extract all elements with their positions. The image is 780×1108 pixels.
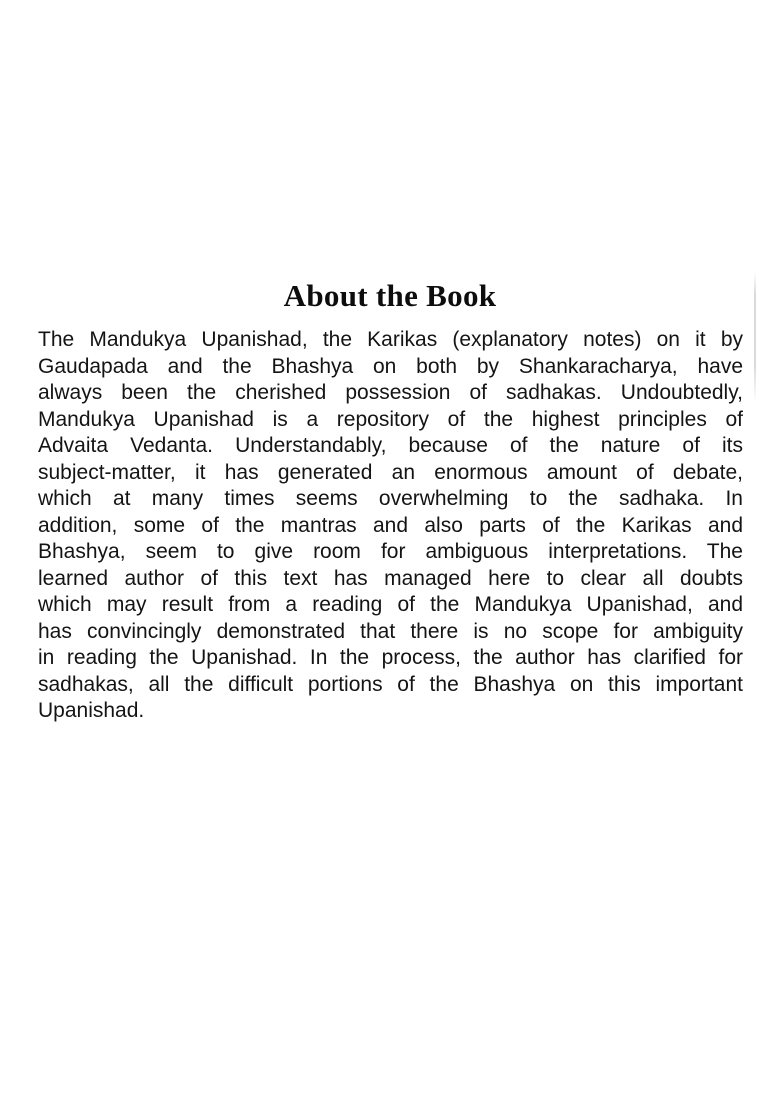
paragraph-line: sadhakas, all the difficult portions of the Bhashya on this important: [38, 672, 743, 696]
page-title: About the Book: [283, 278, 497, 313]
paragraph-line: learned author of this text has managed here to clear all doubts: [38, 566, 743, 590]
paragraph-line: subject-matter, it has generated an enormous amount of debate,: [38, 460, 743, 484]
paragraph-line: addition, some of the mantras and also parts of the Karikas and: [38, 513, 743, 537]
paragraph-line: Upanishad.: [38, 699, 145, 722]
paragraph-line: has convincingly demonstrated that there is no scope for ambiguity: [38, 619, 743, 643]
about-paragraph: [38, 327, 743, 725]
paragraph-line: Mandukya Upanishad is a repository of the highest principles of: [38, 407, 743, 431]
paragraph-line: The Mandukya Upanishad, the Karikas (explanatory notes) on it by: [38, 328, 743, 351]
paragraph-line: Gaudapada and the Bhashya on both by Shankaracharya, have: [38, 354, 743, 378]
paragraph-line: which at many times seems overwhelming to the sadhaka. In: [38, 487, 743, 510]
paragraph-line: in reading the Upanishad. In the process, the author has clarified for: [38, 646, 743, 669]
paragraph-line: Advaita Vedanta. Understandably, because of the nature of its: [38, 434, 743, 457]
paragraph-line: Bhashya, seem to give room for ambiguous interpretations. The: [38, 540, 743, 563]
paragraph-line: which may result from a reading of the Mandukya Upanishad, and: [38, 593, 743, 616]
paragraph-line: always been the cherished possession of sadhakas. Undoubtedly,: [38, 381, 743, 404]
